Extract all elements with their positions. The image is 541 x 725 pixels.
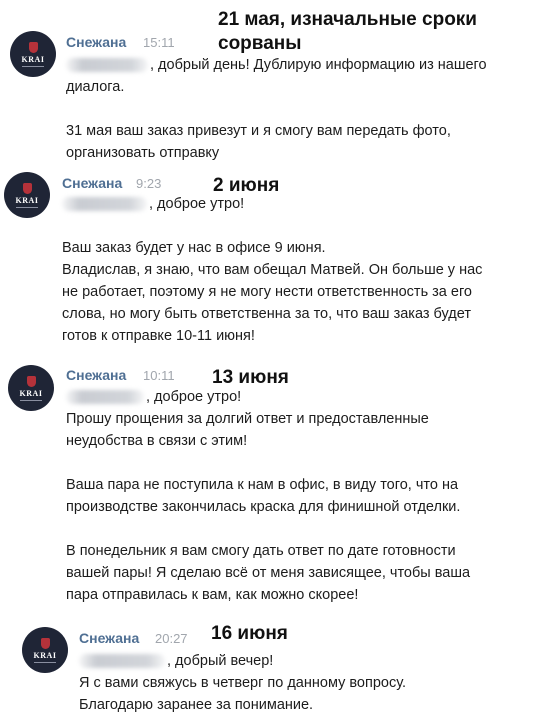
sender-name[interactable]: Снежана — [66, 34, 127, 50]
text-line: В понедельник я вам смогу дать ответ по дате готовности — [66, 543, 456, 559]
redacted-name — [66, 58, 148, 72]
greeting-text: , добрый день! Дублирую информацию из нашего — [150, 57, 487, 73]
text-line: Прошу прощения за долгий ответ и предоставленные — [66, 411, 429, 427]
message-text — [62, 193, 482, 347]
divider — [20, 400, 42, 401]
greeting-line — [79, 650, 406, 672]
message-time[interactable]: 9:23 — [136, 176, 162, 191]
avatar[interactable] — [4, 172, 50, 218]
text-line: неудобства в связи с этим! — [66, 433, 248, 449]
text-line: готов к отправке 10-11 июня! — [62, 328, 255, 344]
date-annotation: 13 июня — [212, 367, 289, 388]
text-line: Благодарю заранее за понимание. — [79, 697, 314, 713]
krai-logo-icon — [29, 42, 38, 53]
message-time[interactable]: 15:11 — [143, 35, 175, 50]
krai-logo-icon — [27, 376, 36, 387]
message-text — [66, 386, 470, 606]
sender-name[interactable]: Снежана — [79, 630, 140, 646]
greeting-line — [62, 193, 482, 215]
divider — [16, 207, 38, 208]
message-text — [66, 54, 487, 164]
avatar-brand: KRAI — [15, 195, 39, 205]
text-gap — [66, 452, 470, 474]
text-line: Ваша пара не поступила к нам в офис, в виду того, что на — [66, 477, 459, 493]
text-gap — [66, 518, 470, 540]
sender-name[interactable]: Снежана — [66, 367, 127, 383]
text-line: производстве закончилась краска для финишной отделки. — [66, 499, 461, 515]
text-line: слова, но могу быть ответственна за то, что ваш заказ будет — [62, 306, 471, 322]
text-line: Ваш заказ будет у нас в офисе 9 июня. — [62, 240, 326, 256]
text-line: Я с вами свяжусь в четверг по данному вопросу. — [79, 675, 407, 691]
message-text — [79, 650, 406, 716]
text-line: 31 мая ваш заказ привезут и я смогу вам передать фото, — [66, 123, 451, 139]
message-time[interactable]: 20:27 — [155, 631, 188, 646]
krai-logo-icon — [41, 638, 50, 649]
text-line: пара отправилась к вам, как можно скорее! — [66, 587, 359, 603]
text-line: Владислав, я знаю, что вам обещал Матвей. Он больше у нас — [62, 262, 483, 278]
redacted-name — [79, 654, 165, 668]
greeting-line — [66, 54, 487, 76]
date-annotation: 2 июня — [213, 175, 280, 196]
krai-logo-icon — [23, 183, 32, 194]
text-line: организовать отправку — [66, 145, 220, 161]
divider — [34, 662, 56, 663]
text-line: диалога. — [66, 79, 125, 95]
divider — [22, 66, 44, 67]
avatar[interactable] — [8, 365, 54, 411]
text-line: не работает, поэтому я не могу нести ответственность за его — [62, 284, 472, 300]
avatar-brand: KRAI — [21, 54, 45, 64]
greeting-text: , доброе утро! — [146, 389, 242, 405]
avatar[interactable] — [10, 31, 56, 77]
avatar-brand: KRAI — [33, 650, 57, 660]
date-annotation-line: 21 мая, изначальные сроки — [218, 9, 477, 30]
date-annotation-line: сорваны — [218, 33, 302, 54]
text-line: вашей пары! Я сделаю всё от меня зависящее, чтобы ваша — [66, 565, 471, 581]
date-annotation: 16 июня — [211, 623, 288, 644]
redacted-name — [66, 390, 144, 404]
message-time[interactable]: 10:11 — [143, 368, 175, 383]
redacted-name — [62, 197, 147, 211]
date-annotation — [218, 8, 477, 56]
text-gap — [62, 215, 482, 237]
text-gap — [66, 98, 487, 120]
avatar-brand: KRAI — [19, 388, 43, 398]
sender-name[interactable]: Снежана — [62, 175, 123, 191]
greeting-text: , добрый вечер! — [167, 653, 274, 669]
avatar[interactable] — [22, 627, 68, 673]
greeting-line — [66, 386, 470, 408]
greeting-text: , доброе утро! — [149, 196, 245, 212]
